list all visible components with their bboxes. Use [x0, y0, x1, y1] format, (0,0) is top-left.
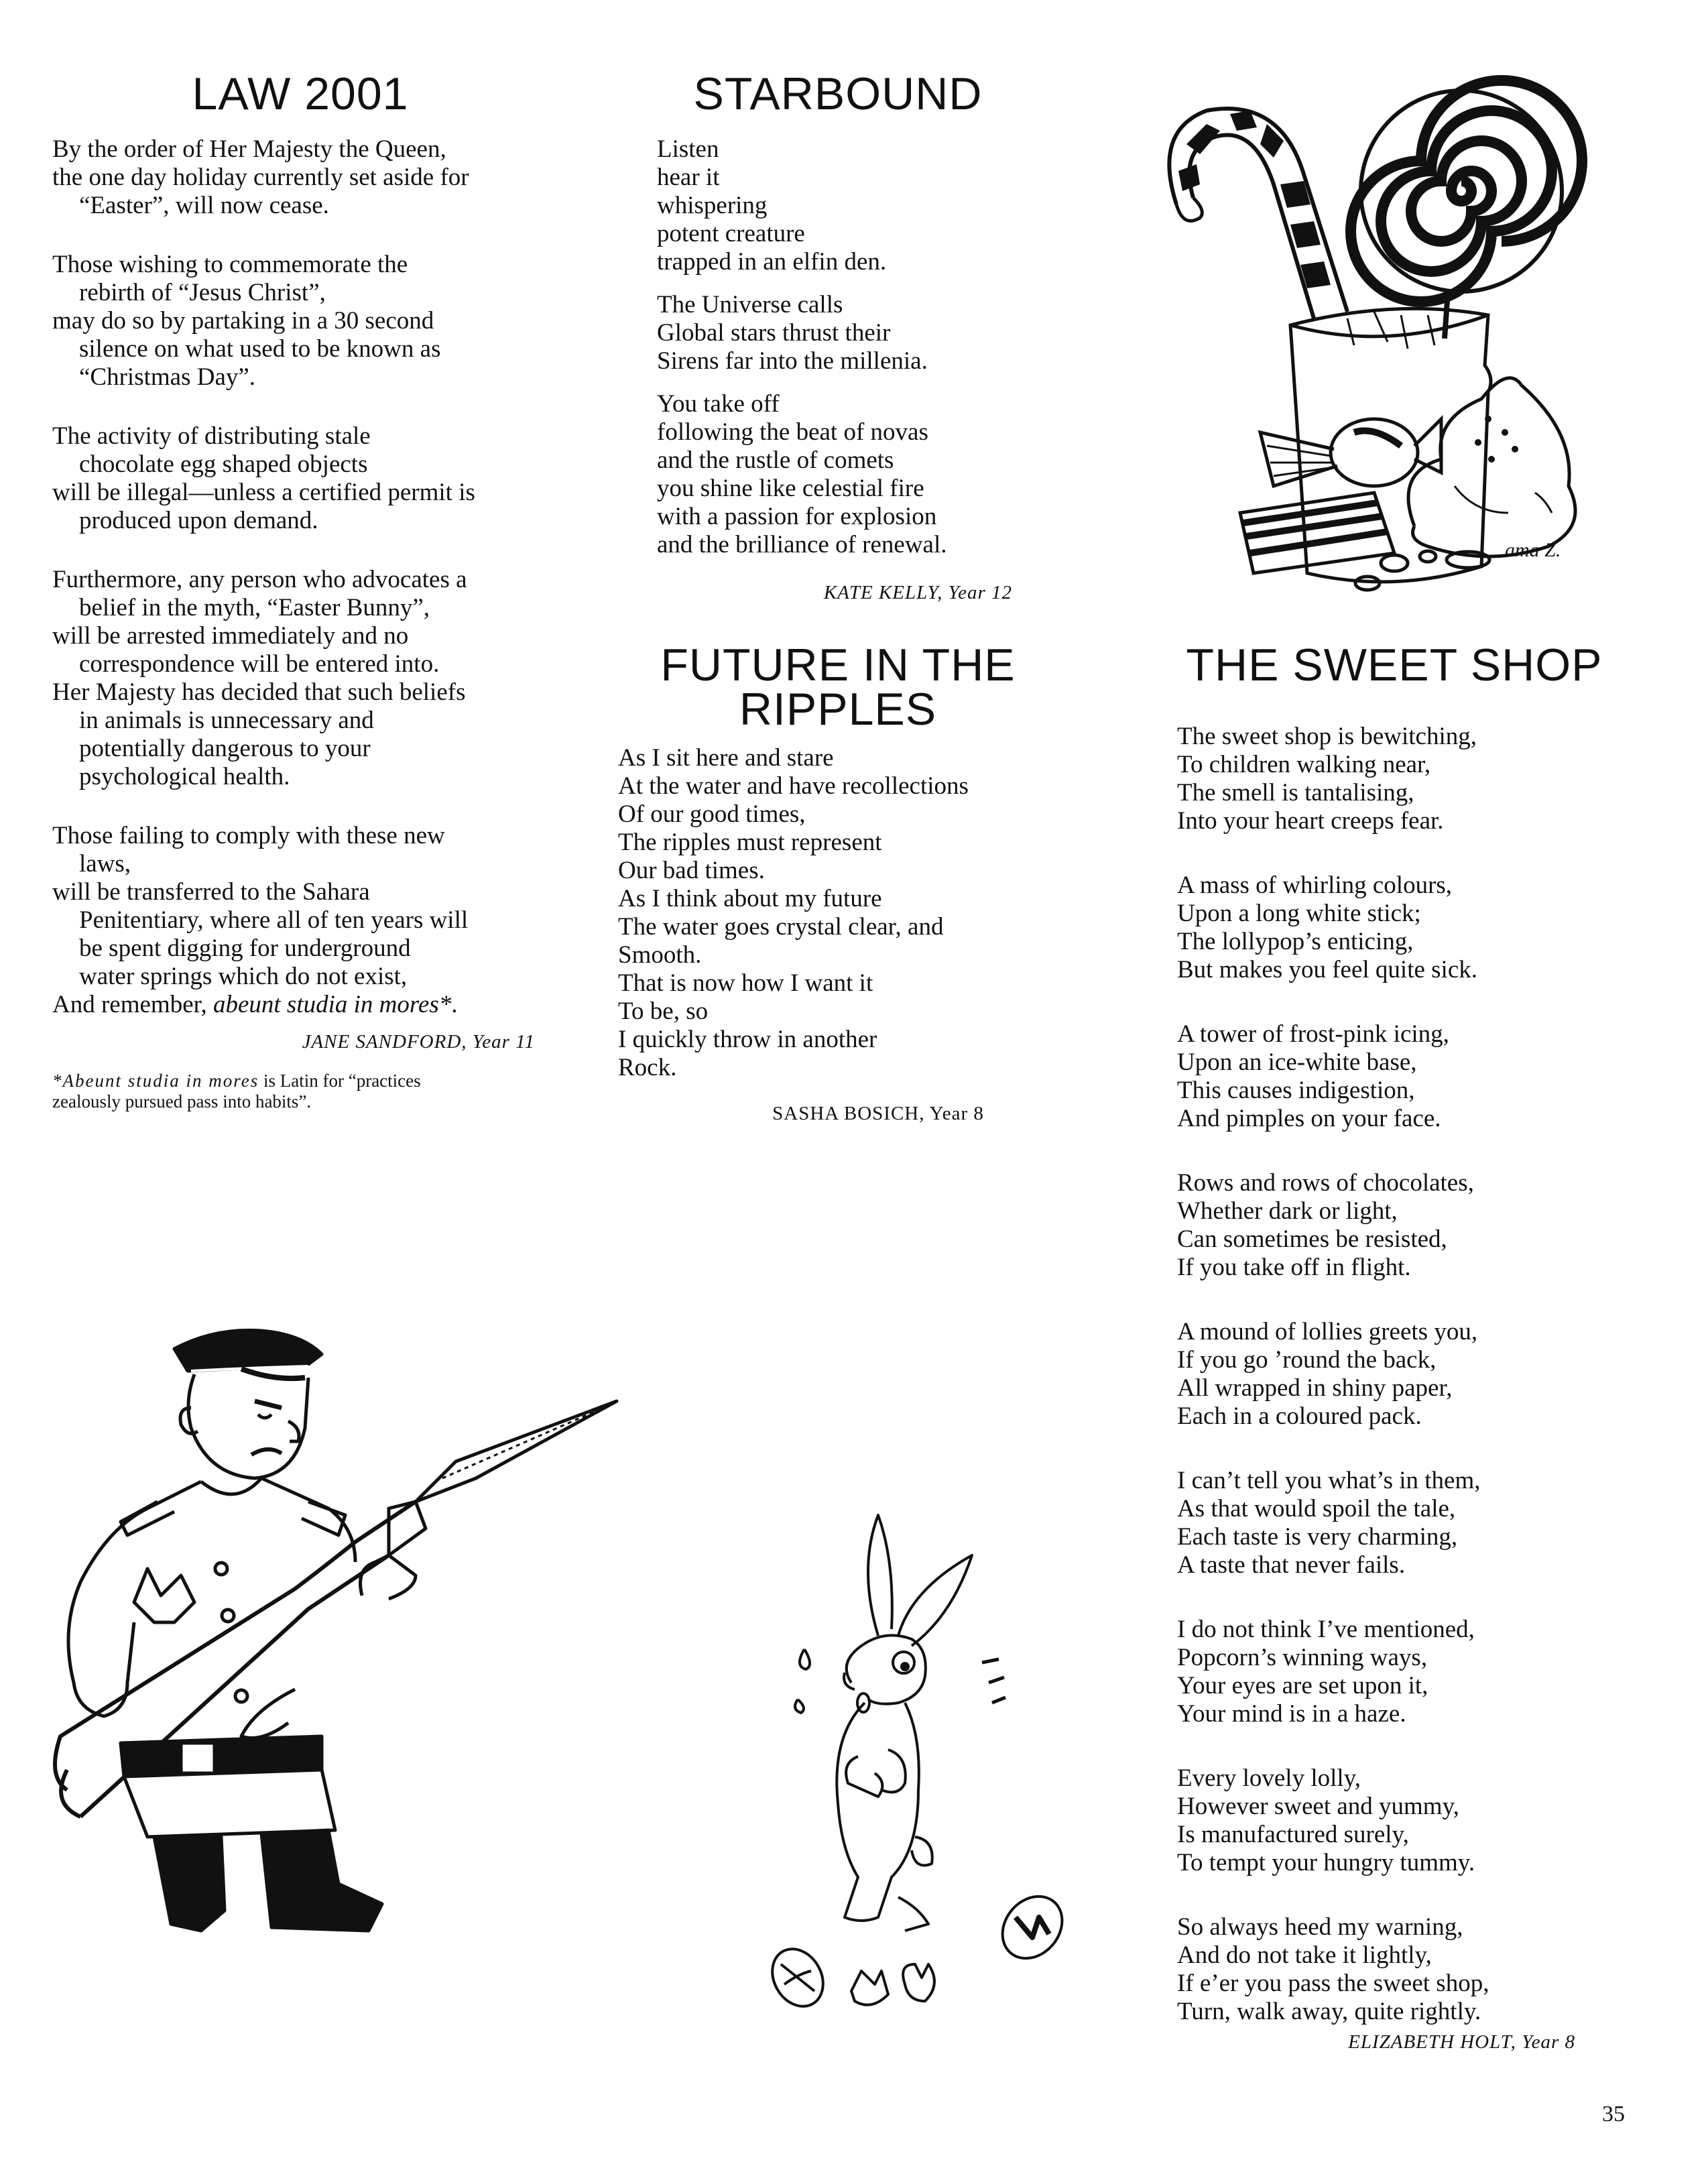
poem-title: LAW 2001 [192, 68, 409, 119]
poem-line: Rock. [618, 1054, 677, 1081]
poem-line: Sirens far into the millenia. [657, 347, 928, 375]
poem-stanza [1177, 1318, 1646, 1431]
poem-line: trapped in an elfin den. [657, 248, 887, 276]
poem-line: At the water and have recollections [618, 772, 969, 800]
poem-line: A tower of frost-pink icing, [1177, 1020, 1449, 1048]
poem-line: This causes indigestion, [1177, 1077, 1415, 1104]
poem-line: Whether dark or light, [1177, 1197, 1398, 1225]
poem-line: Global stars thrust their [657, 319, 891, 347]
poem-line: will be transferred to the Sahara [52, 878, 370, 906]
poem-line: “Easter”, will now cease. [79, 192, 329, 219]
poem-line: Smooth. [618, 941, 702, 969]
poem-author: SASHA BOSICH, Year 8 [772, 1103, 984, 1124]
poem-line: The water goes crystal clear, and [618, 913, 944, 941]
poem-title: THE SWEET SHOP [1186, 640, 1603, 691]
footnote-text: is Latin for “practices [259, 1071, 421, 1091]
poem-line: So always heed my warning, [1177, 1913, 1463, 1941]
poem-title: STARBOUND [693, 68, 983, 119]
poem-body [618, 744, 1060, 1082]
poem-stanza [1177, 872, 1646, 984]
rabbit-illustration [744, 1502, 1066, 2004]
poem-line: correspondence will be entered into. [79, 650, 440, 678]
poem-line: The Universe calls [657, 291, 843, 318]
poem-line: To be, so [618, 998, 709, 1025]
poem-stanza [1177, 1467, 1646, 1579]
poem-line: As that would spoil the tale, [1177, 1495, 1456, 1522]
poem-body [657, 135, 1059, 574]
poem-title-line-2: RIPPLES [739, 684, 937, 735]
poem-stanza [52, 422, 548, 535]
poem-line: and the rustle of comets [657, 446, 894, 474]
poem-line: If you take off in flight. [1177, 1254, 1411, 1281]
illustrator-signature: ama Z. [1505, 539, 1561, 561]
poem-line: To tempt your hungry tummy. [1177, 1849, 1475, 1876]
poem-line: Our bad times. [618, 857, 765, 884]
poem-line: rebirth of “Jesus Christ”, [79, 279, 326, 306]
candy-illustration [1173, 84, 1589, 607]
poem-body [52, 135, 548, 1112]
poem-line: Upon an ice-white base, [1177, 1048, 1417, 1076]
poem-line: water springs which do not exist, [79, 963, 408, 990]
poem-line: To children walking near, [1177, 751, 1431, 778]
poem-line: you shine like celestial fire [657, 475, 924, 502]
poem-line: with a passion for explosion [657, 503, 937, 530]
poem-line: belief in the myth, “Easter Bunny”, [79, 594, 430, 621]
poem-line: the one day holiday currently set aside for [52, 164, 469, 191]
poem-stanza [52, 135, 548, 220]
poem-line: If you go ’round the back, [1177, 1346, 1437, 1374]
poem-line: Every lovely lolly, [1177, 1764, 1361, 1792]
poem-line: Listen [657, 135, 719, 163]
poem-line: A taste that never fails. [1177, 1551, 1406, 1579]
poem-stanza [1177, 1616, 1646, 1728]
footnote-term: *Abeunt studia in mores [52, 1071, 259, 1091]
poem-line: Turn, walk away, quite rightly. [1177, 1998, 1481, 2025]
poem-line: Each taste is very charming, [1177, 1523, 1458, 1551]
poem-author: ELIZABETH HOLT, Year 8 [1348, 2031, 1575, 2053]
poem-line: and the brilliance of renewal. [657, 531, 947, 558]
poem-line: Each in a coloured pack. [1177, 1402, 1422, 1430]
poem-title-line-1: FUTURE IN THE [660, 640, 1016, 691]
poem-line: be spent digging for underground [79, 935, 411, 962]
poem-line: The activity of distributing stale [52, 422, 371, 450]
poem-line: potent creature [657, 220, 805, 247]
poem-stanza [52, 566, 548, 791]
poem-line: Those failing to comply with these new [52, 822, 445, 849]
poem-stanza [1177, 1764, 1646, 1877]
poem-stanza [1177, 723, 1646, 835]
poem-line: The ripples must represent [618, 829, 882, 856]
footnote [52, 1071, 548, 1112]
poem-stanza [1177, 1020, 1646, 1133]
poem-body [1177, 723, 1646, 2062]
poem-line: laws, [79, 850, 131, 878]
poem-line: may do so by partaking in a 30 second [52, 307, 434, 335]
poem-line: By the order of Her Majesty the Queen, [52, 135, 446, 163]
poem-line: chocolate egg shaped objects [79, 451, 368, 478]
poem-line: whispering [657, 192, 768, 219]
poem-line: The smell is tantalising, [1177, 779, 1414, 806]
poem-line: But makes you feel quite sick. [1177, 956, 1478, 983]
poem-line: psychological health. [79, 763, 290, 790]
poem-line: Is manufactured surely, [1177, 1821, 1409, 1848]
poem-line: The sweet shop is bewitching, [1177, 723, 1477, 750]
poem-stanza [52, 251, 548, 392]
poem-line: However sweet and yummy, [1177, 1793, 1459, 1820]
poem-line: Furthermore, any person who advocates a [52, 566, 467, 593]
poem-author: KATE KELLY, Year 12 [823, 582, 1012, 603]
poem-line: Into your heart creeps fear. [1177, 807, 1444, 835]
poem-line: Popcorn’s winning ways, [1177, 1644, 1428, 1671]
poem-line: All wrapped in shiny paper, [1177, 1374, 1453, 1402]
poem-line: Her Majesty has decided that such beliefs [52, 678, 466, 706]
poem-line: You take off [657, 390, 780, 418]
latin-phrase: abeunt studia in mores* [212, 991, 452, 1018]
poem-line: hear it [657, 164, 720, 191]
poem-line: Of our good times, [618, 800, 806, 828]
poem-line: That is now how I want it [618, 969, 873, 997]
poem-line: will be arrested immediately and no [52, 622, 409, 650]
poem-stanza [1177, 1169, 1646, 1282]
poem-line: produced upon demand. [79, 507, 318, 534]
poem-line: will be illegal—unless a certified permit is [52, 479, 475, 506]
poem-stanza [618, 744, 1060, 1082]
poem-line [52, 991, 548, 1019]
poem-line: As I sit here and stare [618, 744, 834, 772]
poem-stanza [657, 390, 1059, 559]
soldier-illustration [40, 1307, 630, 1937]
poem-stanza [657, 291, 1059, 375]
footnote-text: zealously pursued pass into habits”. [52, 1091, 312, 1112]
poem-line: A mass of whirling colours, [1177, 872, 1453, 899]
poem-line: And pimples on your face. [1177, 1105, 1441, 1132]
poem-line: Those wishing to commemorate the [52, 251, 408, 278]
poem-line: Upon a long white stick; [1177, 900, 1421, 927]
poem-line: A mound of lollies greets you, [1177, 1318, 1478, 1345]
poem-line: I quickly throw in another [618, 1026, 877, 1053]
poem-line: If e’er you pass the sweet shop, [1177, 1970, 1489, 1997]
poem-line: Rows and rows of chocolates, [1177, 1169, 1474, 1197]
poem-line: following the beat of novas [657, 418, 928, 446]
line-text: And remember, [52, 991, 213, 1018]
poem-stanza [657, 135, 1059, 276]
poem-line: I do not think I’ve mentioned, [1177, 1616, 1475, 1643]
poem-line: And do not take it lightly, [1177, 1941, 1432, 1969]
poem-line: As I think about my future [618, 885, 882, 912]
poem-line: in animals is unnecessary and [79, 707, 374, 734]
poem-stanza [1177, 1913, 1646, 2026]
poem-line: silence on what used to be known as [79, 335, 441, 363]
poem-author: JANE SANDFORD, Year 11 [302, 1031, 535, 1053]
poem-stanza [52, 822, 548, 991]
line-text: . [451, 991, 458, 1018]
poem-line: Your eyes are set upon it, [1177, 1672, 1428, 1699]
poem-line: Your mind is in a haze. [1177, 1700, 1406, 1728]
poem-line: Can sometimes be resisted, [1177, 1225, 1447, 1253]
poem-line: Penitentiary, where all of ten years will [79, 906, 469, 934]
poem-line: I can’t tell you what’s in them, [1177, 1467, 1481, 1494]
poem-line: The lollypop’s enticing, [1177, 928, 1414, 955]
poem-line: potentially dangerous to your [79, 735, 371, 762]
poem-line: “Christmas Day”. [79, 363, 256, 391]
page-number: 35 [1602, 2102, 1625, 2126]
